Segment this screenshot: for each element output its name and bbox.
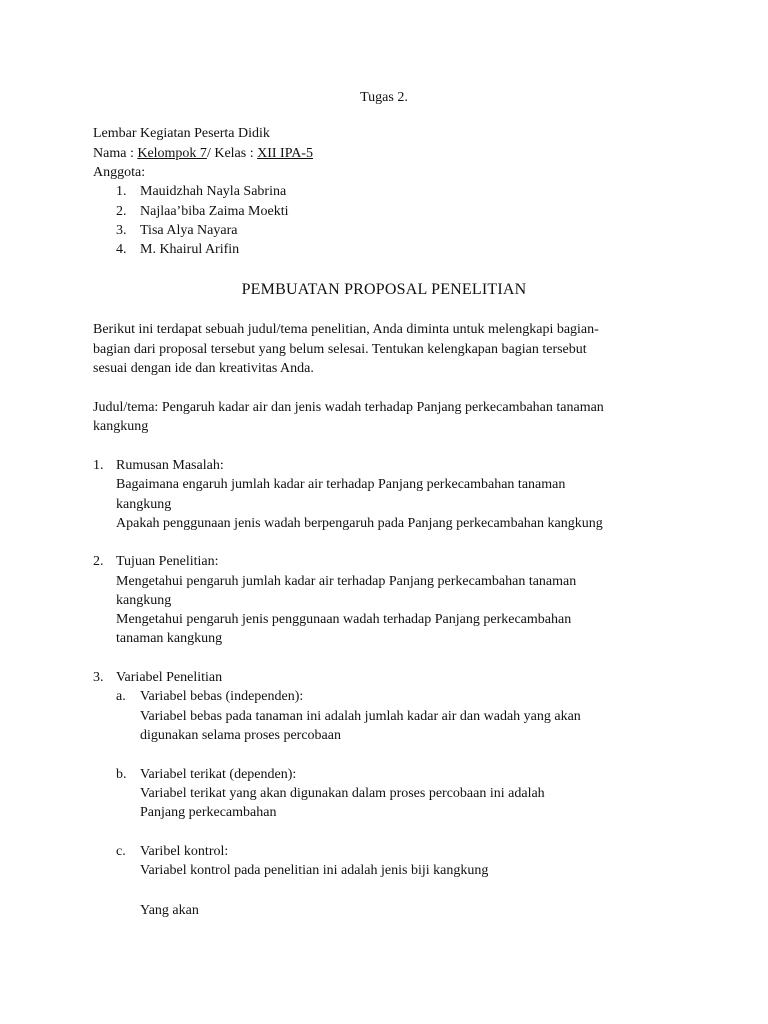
class-label: / Kelas : bbox=[206, 146, 258, 161]
member-name: M. Khairul Arifin bbox=[140, 242, 240, 257]
section-title: Rumusan Masalah: bbox=[116, 458, 224, 473]
member-number: 4. bbox=[116, 242, 127, 257]
subsection-line: digunakan selama proses percobaan bbox=[140, 728, 341, 743]
section-number: 2. bbox=[93, 554, 104, 569]
section-line: Apakah penggunaan jenis wadah berpengaruh pada Panjang perkecambahan kangkung bbox=[116, 516, 603, 531]
subsection-title: Variabel terikat (dependen): bbox=[140, 767, 297, 782]
section-heading: PEMBUATAN PROPOSAL PENELITIAN bbox=[241, 281, 527, 298]
name-line bbox=[93, 144, 313, 163]
subsection-letter: a. bbox=[116, 689, 126, 704]
member-name: Mauidzhah Nayla Sabrina bbox=[140, 184, 287, 199]
member-number: 2. bbox=[116, 204, 127, 219]
class-value: XII IPA-5 bbox=[257, 146, 313, 161]
members-label: Anggota: bbox=[93, 165, 146, 180]
intro-line: Berikut ini terdapat sebuah judul/tema penelitian, Anda diminta untuk melengkapi bagian- bbox=[93, 322, 599, 337]
section-title: Variabel Penelitian bbox=[116, 670, 223, 685]
subsection-line: Variabel kontrol pada penelitian ini adalah jenis biji kangkung bbox=[140, 863, 489, 878]
section-line: Mengetahui pengaruh jenis penggunaan wadah terhadap Panjang perkecambahan bbox=[116, 612, 572, 627]
task-title: Tugas 2. bbox=[360, 90, 408, 105]
subsection-line: Variabel bebas pada tanaman ini adalah jumlah kadar air dan wadah yang akan bbox=[140, 709, 581, 724]
intro-line: sesuai dengan ide dan kreativitas Anda. bbox=[93, 361, 314, 376]
name-label: Nama bbox=[93, 146, 127, 161]
section-line: tanaman kangkung bbox=[116, 631, 223, 646]
intro-line: bagian dari proposal tersebut yang belum selesai. Tentukan kelengkapan bagian tersebut bbox=[93, 342, 587, 357]
member-name: Tisa Alya Nayara bbox=[140, 223, 238, 238]
member-number: 1. bbox=[116, 184, 127, 199]
member-name: Najlaa’biba Zaima Moekti bbox=[140, 204, 289, 219]
subsection-line: Panjang perkecambahan bbox=[140, 805, 277, 820]
sheet-title: Lembar Kegiatan Peserta Didik bbox=[93, 126, 270, 141]
subsection-letter: c. bbox=[116, 844, 126, 859]
section-line: Mengetahui pengaruh jumlah kadar air terhadap Panjang perkecambahan tanaman bbox=[116, 574, 577, 589]
section-line: Bagaimana engaruh jumlah kadar air terhadap Panjang perkecambahan tanaman bbox=[116, 477, 566, 492]
section-number: 3. bbox=[93, 670, 104, 685]
member-number: 3. bbox=[116, 223, 127, 238]
section-line: kangkung bbox=[116, 593, 172, 608]
subsection-title: Varibel kontrol: bbox=[140, 844, 229, 859]
subsection-title: Variabel bebas (independen): bbox=[140, 689, 304, 704]
topic-line: kangkung bbox=[93, 419, 149, 434]
group-value: Kelompok 7 bbox=[137, 146, 207, 161]
section-title: Tujuan Penelitian: bbox=[116, 554, 219, 569]
subsection-line: Variabel terikat yang akan digunakan dalam proses percobaan ini adalah bbox=[140, 786, 545, 801]
subsection-letter: b. bbox=[116, 767, 127, 782]
subsection-line: Yang akan bbox=[140, 903, 199, 918]
name-separator: : bbox=[126, 146, 138, 161]
section-line: kangkung bbox=[116, 497, 172, 512]
section-number: 1. bbox=[93, 458, 104, 473]
topic-line: Judul/tema: Pengaruh kadar air dan jenis wadah terhadap Panjang perkecambahan tanaman bbox=[93, 400, 604, 415]
